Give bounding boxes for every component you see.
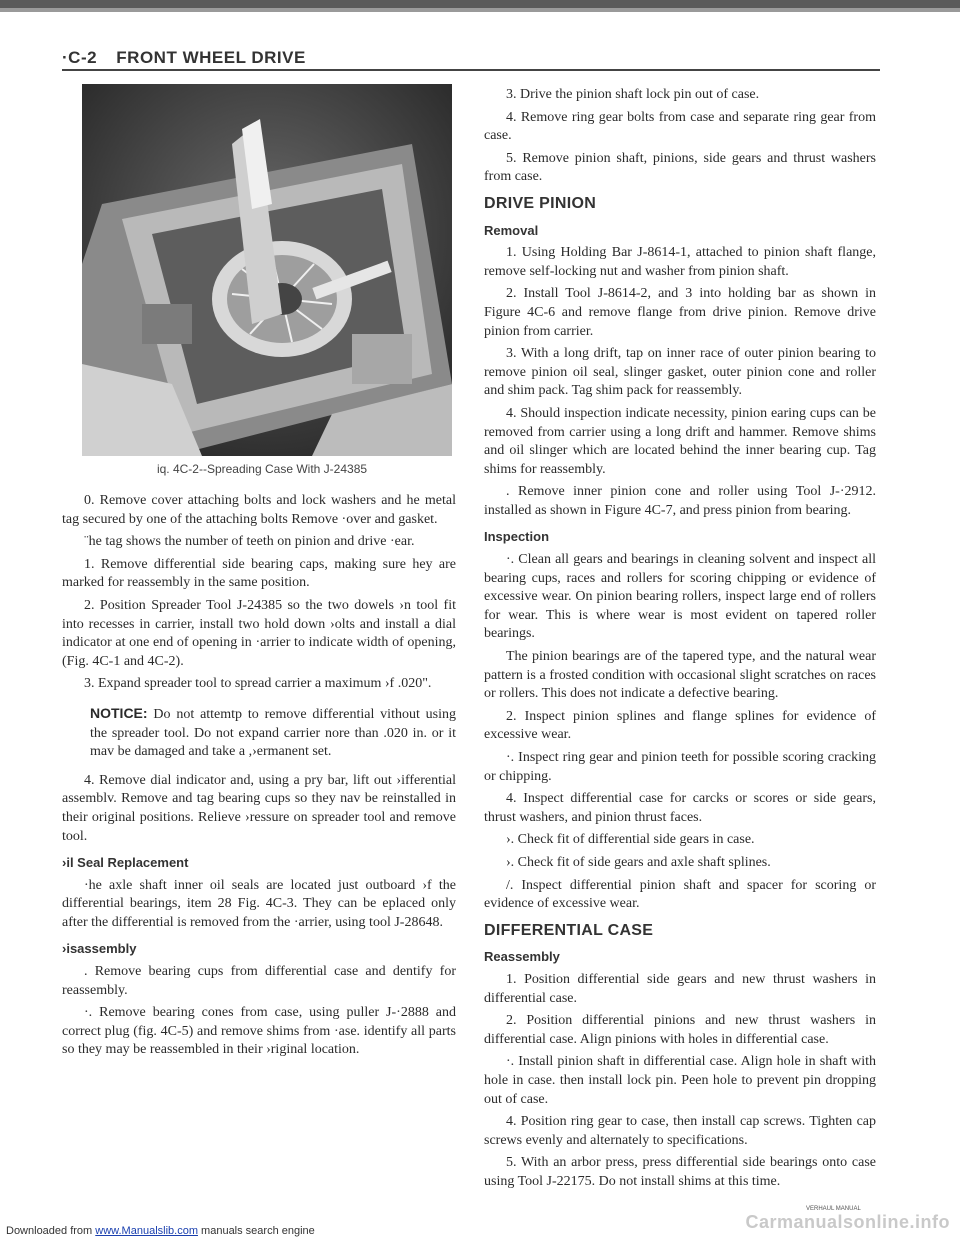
paragraph: ·he axle shaft inner oil seals are located just outboard ›f the differential bearings, item 28 Fig. 4C-3. They can be eplaced only after the differential is removed from the ·arrier, using tool J-28648. bbox=[62, 877, 456, 930]
paragraph: ·. Remove bearing cones from case, using puller J-·2888 and correct plug (fig. 4C-5) and remove shims from ·ase. identify all parts so they may be reassembled in their ›riginal location. bbox=[62, 1005, 456, 1058]
section-number: ·C-2 bbox=[62, 48, 98, 67]
manualslib-link[interactable]: www.Manualslib.com bbox=[95, 1225, 198, 1237]
notice-block bbox=[62, 704, 456, 762]
subheading-inspection: Inspection bbox=[484, 529, 550, 545]
download-note bbox=[6, 1225, 315, 1237]
paragraph: 4. Position ring gear to case, then install cap screws. Tighten cap screws evenly and alternately to specifications. bbox=[484, 1114, 876, 1148]
subheading-reassembly: Reassembly bbox=[484, 949, 560, 965]
paragraph: ¨he tag shows the number of teeth on pinion and drive ·ear. bbox=[84, 534, 415, 550]
heading-differential-case: DIFFERENTIAL CASE bbox=[484, 921, 654, 939]
paragraph: 4. Should inspection indicate necessity, pinion earing cups can be removed from carrier using a long drift and hammer. Remove shims and oil slinger which are located behind the inner bearing cup. Tag shims for reassembly. bbox=[484, 405, 876, 477]
header-rule bbox=[62, 69, 880, 71]
manual-footer-mark: VERHAUL MANUAL bbox=[806, 1206, 861, 1212]
figure-4c-2 bbox=[70, 84, 454, 479]
paragraph: 3. Drive the pinion shaft lock pin out of case. bbox=[506, 87, 760, 102]
paragraph: . Remove inner pinion cone and roller using Tool J-·2912. installed as shown in Figure 4C-7, and press pinion from bearing. bbox=[484, 484, 876, 518]
notice-label: NOTICE: bbox=[90, 704, 148, 721]
paragraph: 3. With a long drift, tap on inner race of outer pinion bearing to remove pinion oil seal, slinger gasket, outer pinion cone and roller and shim pack. Tag shim pack for reassembly. bbox=[484, 346, 876, 399]
spreader-tool-photo bbox=[82, 84, 452, 456]
top-border-shadow bbox=[0, 8, 960, 12]
paragraph: 2. Position differential pinions and new thrust washers in differential case. Align pinions with holes in differential case. bbox=[484, 1013, 876, 1047]
page-footer bbox=[0, 1212, 960, 1242]
paragraph: 0. Remove cover attaching bolts and lock washers and he metal tag secured by one of the attaching bolts Remove ·over and gasket. bbox=[62, 493, 456, 527]
paragraph: . Remove bearing cups from differential case and dentify for reassembly. bbox=[62, 964, 456, 998]
paragraph: 1. Remove differential side bearing caps, making sure hey are marked for reassembly in the same position. bbox=[62, 556, 456, 591]
paragraph: 3. Expand spreader tool to spread carrier a maximum ›f .020". bbox=[84, 676, 432, 692]
chapter-title: FRONT WHEEL DRIVE bbox=[116, 48, 306, 67]
download-suffix: manuals search engine bbox=[201, 1225, 315, 1237]
paragraph: ·. Clean all gears and bearings in cleaning solvent and inspect all bearing cups, races and rollers for scoring chipping or evidence of excessive wear. On pinion bearing rollers, inspect large end of rollers for wear. This is where wear is most evident on tapered roller bearings. bbox=[484, 552, 876, 642]
paragraph: The pinion bearings are of the tapered type, and the natural wear pattern is a frosted condition with occasional slight scratches on races or rollers. This does not indicate a defective bearing. bbox=[484, 649, 876, 702]
paragraph: ›. Check fit of side gears and axle shaft splines. bbox=[506, 854, 771, 870]
figure-caption: iq. 4C-2--Spreading Case With J-24385 bbox=[156, 462, 368, 476]
notice-text: Do not attemtp to remove differential vithout using the spreader tool. Do not expand carrier nore than .020 in. or it mav be damaged and take a ,›ermanent set. bbox=[90, 706, 457, 760]
top-border bbox=[0, 0, 960, 8]
paragraph: 2. Inspect pinion splines and flange splines for evidence of excessive wear. bbox=[484, 708, 876, 743]
paragraph: 2. Install Tool J-8614-2, and 3 into holding bar as shown in Figure 4C-6 and remove flange from drive pinion. Remove drive pinion from carrier. bbox=[484, 286, 876, 339]
paragraph: ›. Check fit of differential side gears in case. bbox=[506, 832, 755, 848]
paragraph: 1. Position differential side gears and new thrust washers in differential case. bbox=[484, 971, 876, 1006]
paragraph: 4. Inspect differential case for carcks or scores or side gears, thrust washers, and pinion thrust faces. bbox=[484, 791, 876, 825]
heading-drive-pinion: DRIVE PINION bbox=[484, 194, 597, 212]
left-text-column bbox=[62, 492, 456, 1064]
paragraph: 2. Position Spreader Tool J-24385 so the two dowels ›n tool fit into recesses in carrier, install two hold down ›olts and install a dial indicator at one end of opening in ·arrier to indicate width of opening, (Fig. 4C-1 and 4C-2). bbox=[62, 597, 456, 669]
paragraph: 1. Using Holding Bar J-8614-1, attached to pinion shaft flange, remove self-locking nut and washer from pinion shaft. bbox=[484, 245, 876, 279]
subheading-disassembly: ›isassembly bbox=[62, 941, 137, 957]
subheading-oil-seal: ›il Seal Replacement bbox=[62, 855, 189, 871]
running-header bbox=[62, 48, 306, 68]
paragraph: /. Inspect differential pinion shaft and spacer for scoring or evidence of excessive wear. bbox=[484, 877, 876, 912]
paragraph: 4. Remove ring gear bolts from case and separate ring gear from case. bbox=[484, 109, 876, 144]
paragraph: 5. With an arbor press, press differential side bearings onto case using Tool J-22175. Do not install shims at this time. bbox=[484, 1155, 876, 1189]
paragraph: ·. Inspect ring gear and pinion teeth for possible scoring cracking or chipping. bbox=[484, 750, 876, 784]
paragraph: 5. Remove pinion shaft, pinions, side gears and thrust washers from case. bbox=[484, 150, 876, 185]
subheading-removal: Removal bbox=[484, 222, 539, 238]
paragraph: 4. Remove dial indicator and, using a pry bar, lift out ›ifferential assemblv. Remove and tag bearing cups so they nav be reinstalled in their original positions. Relieve ›ressure on spreader tool and remove tool. bbox=[62, 772, 456, 844]
paragraph: ·. Install pinion shaft in differential case. Align hole in shaft with hole in case. then install lock pin. Peen hole to prevent pin dropping out of case. bbox=[484, 1054, 876, 1107]
right-text-column bbox=[484, 86, 876, 1195]
download-prefix: Downloaded from bbox=[6, 1225, 93, 1237]
watermark: Carmanualsonline.info bbox=[745, 1212, 950, 1232]
